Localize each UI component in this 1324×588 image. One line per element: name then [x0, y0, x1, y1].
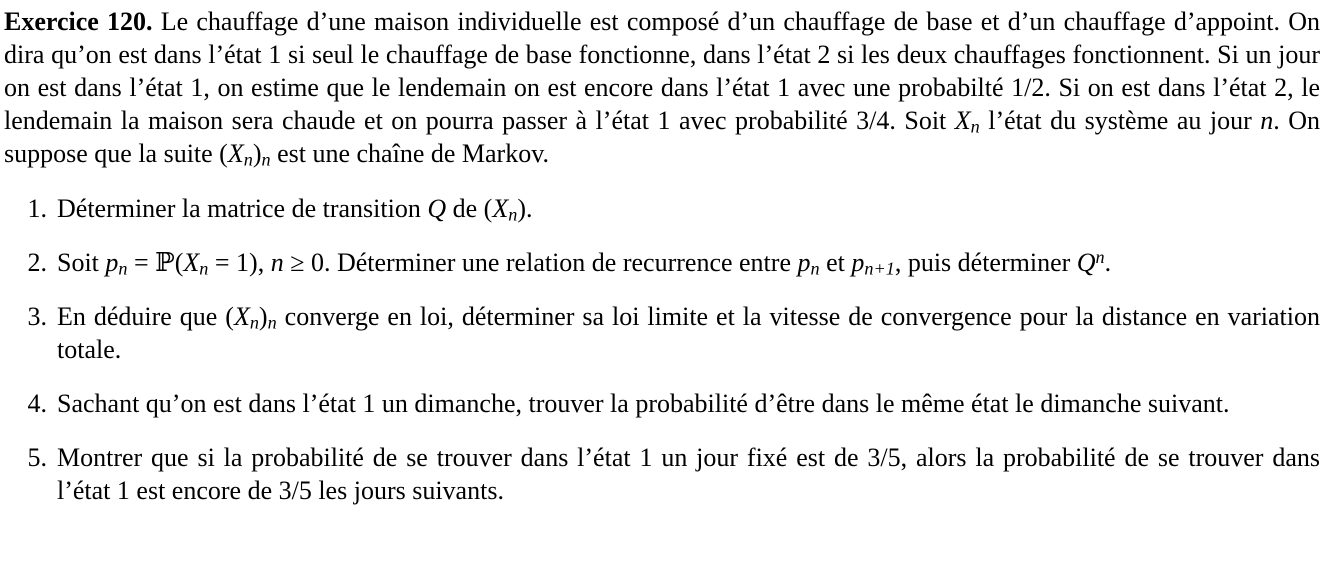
text-segment: = 1), [208, 248, 271, 277]
text-segment: n [261, 149, 271, 170]
text-segment: , puis déterminer [894, 248, 1077, 277]
text-segment: est une chaîne de Markov. [270, 139, 550, 168]
text-segment: n [249, 312, 259, 333]
text-segment: n [270, 248, 284, 277]
question-item-5 [4, 441, 1320, 507]
text-segment: p [851, 248, 865, 277]
question-text [57, 300, 1320, 366]
question-item-1 [4, 192, 1320, 225]
text-segment: ≥ 0. Déterminer une relation de recurrence entre [283, 248, 798, 277]
text-segment: X [492, 194, 509, 223]
text-segment: ) [252, 139, 262, 168]
text-segment: Q [1076, 248, 1096, 277]
text-segment: X [233, 302, 250, 331]
question-text [57, 387, 1320, 420]
text-segment: converge en loi, déterminer sa loi limite et la vitesse de convergence pour la distance en variation totale. [57, 302, 1320, 364]
text-segment: n [1260, 106, 1274, 135]
question-text [57, 192, 1320, 225]
exercise-statement [4, 5, 1320, 170]
question-list [4, 192, 1320, 507]
text-segment: ) [258, 302, 268, 331]
question-item-3 [4, 300, 1320, 366]
text-segment: l’état du système au jour [979, 106, 1261, 135]
question-text [57, 441, 1320, 507]
exercise-title: Exercice 120. [4, 7, 153, 36]
text-segment: n+1 [864, 258, 895, 279]
text-segment: et [819, 248, 852, 277]
text-segment: Déterminer la matrice de transition [57, 194, 428, 223]
text-segment: n [508, 204, 518, 225]
text-segment: X [227, 139, 244, 168]
text-segment: n [243, 149, 253, 170]
text-segment: n [118, 258, 128, 279]
question-number: 3. [27, 302, 47, 331]
text-segment: n [267, 312, 277, 333]
question-number: 2. [27, 248, 47, 277]
text-segment: . [1104, 248, 1112, 277]
text-segment: Montrer que si la probabilité de se trouver dans l’état 1 un jour fixé est de 3/5, alors la probabilité de se trouver dans l’état 1 est encore de 3/5 les jours suivants. [57, 443, 1320, 505]
question-number: 1. [27, 194, 47, 223]
question-number: 5. [27, 443, 47, 472]
text-segment: n [199, 258, 209, 279]
text-segment: n [970, 116, 980, 137]
text-segment: n [1095, 246, 1105, 267]
text-segment: Q [427, 194, 447, 223]
text-segment: X [954, 106, 971, 135]
text-segment: n [810, 258, 820, 279]
text-segment: ). [517, 194, 533, 223]
question-item-4 [4, 387, 1320, 420]
text-segment: de ( [446, 194, 493, 223]
text-segment: En déduire que ( [57, 302, 234, 331]
text-segment: Le chauffage d’une maison individuelle est composé d’un chauffage de base et d’un chauffage d’appoint. On dira qu’on est dans l’état 1 si seul le chauffage de base fonctionne, dans l’état 2 si les deux chauffages fonctionnent. Si un jour on est dans l’état 1, on estime que le lendemain on est encore dans l’état 1 avec une probabilté 1/2. Si on est dans l’état 2, le lendemain la maison sera chaude et on pourra passer à l’état 1 avec probabilité 3/4. Soit [4, 7, 1320, 135]
text-segment: . On suppose que la suite ( [4, 106, 1320, 168]
text-segment: X [183, 248, 200, 277]
text-segment: p [105, 248, 119, 277]
text-segment: p [797, 248, 811, 277]
question-number: 4. [27, 389, 47, 418]
question-item-2 [4, 246, 1320, 279]
text-segment: Sachant qu’on est dans l’état 1 un dimanche, trouver la probabilité d’être dans le même état le dimanche suivant. [57, 389, 1230, 418]
question-text [57, 246, 1320, 279]
text-segment: = ℙ( [127, 248, 184, 277]
text-segment: Soit [57, 248, 106, 277]
